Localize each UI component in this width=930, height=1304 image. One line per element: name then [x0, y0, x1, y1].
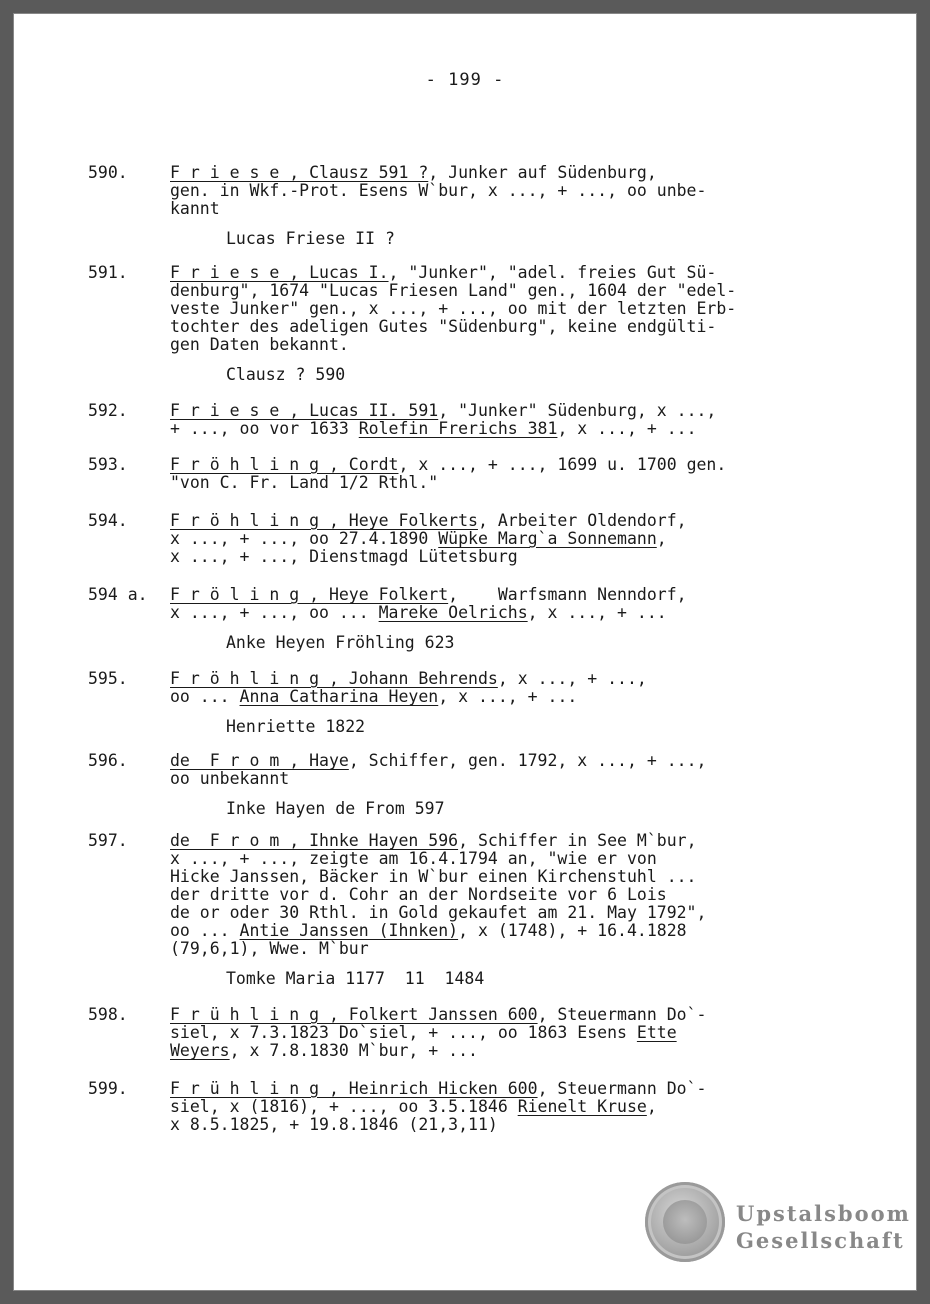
entry-segment: gen. in Wkf.-Prot. Esens W`bur, x ..., + ..., oo unbe- [170, 181, 707, 200]
entry-text [170, 832, 820, 988]
entry-segment: , Warfsmann Nenndorf, [448, 585, 687, 604]
entry-line [170, 752, 820, 770]
entry-segment: , x ..., + ... [527, 603, 667, 622]
entry-line [170, 336, 820, 354]
entry-line [170, 182, 820, 200]
entry-text [170, 670, 820, 736]
entry-segment: veste Junker" gen., x ..., + ..., oo mit der letzten Erb- [170, 299, 737, 318]
person-name: de F r o m , Haye [170, 751, 349, 770]
entry-line [170, 904, 820, 922]
entry-number: 595. [88, 669, 128, 688]
entry-line [170, 318, 820, 336]
person-name: F r ü h l i n g , Folkert Janssen 600 [170, 1005, 538, 1024]
entry-line [170, 1080, 820, 1098]
entry-line [170, 868, 820, 886]
logo-line-2: Gesellschaft [736, 1228, 905, 1253]
entry-segment: + ..., oo vor 1633 [170, 419, 359, 438]
entry-segment: x 8.5.1825, + 19.8.1846 (21,3,11) [170, 1115, 498, 1134]
entry-text [170, 752, 820, 818]
entry-segment: , Junker auf Südenburg, [428, 163, 657, 182]
entry-number: 594 a. [88, 585, 148, 604]
entry-line [170, 474, 820, 492]
spouse-name: Rienelt Kruse [517, 1097, 647, 1116]
entry-segment: Hicke Janssen, Bäcker in W`bur einen Kirchenstuhl ... [170, 867, 697, 886]
entry-line [170, 586, 820, 604]
child-reference: Anke Heyen Fröhling 623 [226, 633, 455, 652]
person-name: F r ö h l i n g , Heye Folkerts [170, 511, 478, 530]
person-name: F r ö l i n g , Heye Folkert [170, 585, 449, 604]
person-name: F r i e s e , Lucas II. 591 [170, 401, 439, 420]
entry-line [170, 850, 820, 868]
person-name: F r ö h l i n g , Cordt [170, 455, 399, 474]
entry-number: 593. [88, 455, 128, 474]
entry-text [170, 456, 820, 492]
child-reference: Inke Hayen de From 597 [226, 799, 445, 818]
entry-segment: , x (1748), + 16.4.1828 [458, 921, 687, 940]
page [14, 14, 916, 1290]
entry-segment: gen Daten bekannt. [170, 335, 349, 354]
entry-segment: x ..., + ..., zeigte am 16.4.1794 an, "wie er von [170, 849, 657, 868]
entry-line [170, 402, 820, 420]
page-number: - 199 - [425, 70, 505, 90]
entry-line [170, 200, 820, 218]
entry-segment: , [646, 1097, 657, 1116]
entry-line [170, 548, 820, 566]
entry-line [170, 770, 820, 788]
entry-line [170, 1006, 820, 1024]
entry-segment: siel, x 7.3.1823 Do`siel, + ..., oo 1863 Esens [170, 1023, 637, 1042]
entry-text [170, 1080, 820, 1134]
spouse-name: Mareke Oelrichs [378, 603, 528, 622]
entry-number: 592. [88, 401, 128, 420]
entry-segment: oo unbekannt [170, 769, 290, 788]
entry-line [170, 282, 820, 300]
entry-line [170, 1042, 820, 1060]
entry-text [170, 512, 820, 566]
entry-segment: , Schiffer, gen. 1792, x ..., + ..., [348, 751, 707, 770]
entry-line [170, 1024, 820, 1042]
entry-segment: , x ..., + ... [438, 687, 578, 706]
entry-number: 590. [88, 163, 128, 182]
entry-segment: , Steuermann Do`- [537, 1079, 707, 1098]
entry-segment: x ..., + ..., oo 27.4.1890 [170, 529, 439, 548]
entry-segment: tochter des adeligen Gutes "Südenburg", keine endgülti- [170, 317, 717, 336]
entry-line [170, 940, 820, 958]
entry-text [170, 1006, 820, 1060]
spouse-name: Anna Catharina Heyen [239, 687, 439, 706]
person-name: F r ü h l i n g , Heinrich Hicken 600 [170, 1079, 538, 1098]
entry-segment: , Steuermann Do`- [537, 1005, 707, 1024]
entry-segment: x ..., + ..., Dienstmagd Lütetsburg [170, 547, 518, 566]
entry-segment: , Schiffer in See M`bur, [458, 831, 697, 850]
entry-segment: kannt [170, 199, 220, 218]
entry-segment: , x ..., + ..., 1699 u. 1700 gen. [398, 455, 727, 474]
entry-number: 599. [88, 1079, 128, 1098]
entry-segment: oo ... [170, 921, 240, 940]
child-reference: Lucas Friese II ? [226, 229, 395, 248]
society-seal-icon [645, 1182, 725, 1262]
child-reference: Clausz ? 590 [226, 365, 346, 384]
entry-line [170, 420, 820, 438]
person-name: F r ö h l i n g , Johann Behrends [170, 669, 498, 688]
entry-segment: x ..., + ..., oo ... [170, 603, 379, 622]
person-name: F r i e s e , Clausz 591 ? [170, 163, 429, 182]
entry-segment: siel, x (1816), + ..., oo 3.5.1846 [170, 1097, 518, 1116]
logo-line-1: Upstalsboom [736, 1201, 911, 1226]
entry-line [170, 456, 820, 474]
entry-text [170, 402, 820, 438]
person-name: F r i e s e , Lucas I. [170, 263, 389, 282]
entry-segment: oo ... [170, 687, 240, 706]
entry-segment: , "Junker", "adel. freies Gut Sü- [388, 263, 717, 282]
entry-line [170, 264, 820, 282]
entry-text [170, 164, 820, 248]
entry-number: 591. [88, 263, 128, 282]
entry-line [170, 604, 820, 622]
seal-center [663, 1200, 707, 1244]
entry-number: 596. [88, 751, 128, 770]
entry-segment: de or oder 30 Rthl. in Gold gekaufet am 21. May 1792", [170, 903, 707, 922]
entry-segment: , x 7.8.1830 M`bur, + ... [229, 1041, 478, 1060]
society-logo-text [736, 1200, 911, 1254]
document-sheet [14, 14, 916, 1290]
entry-line [170, 1116, 820, 1134]
entry-text [170, 586, 820, 652]
spouse-name: Wüpke Marg`a Sonnemann [438, 529, 657, 548]
entry-line [170, 832, 820, 850]
entry-line [170, 670, 820, 688]
entry-line [170, 1098, 820, 1116]
entry-segment: , "Junker" Südenburg, x ..., [438, 401, 717, 420]
entry-line [170, 688, 820, 706]
entry-segment: , x ..., + ... [557, 419, 697, 438]
entry-segment: , [656, 529, 667, 548]
entry-text [170, 264, 820, 384]
child-reference: Tomke Maria 1177 11 1484 [226, 969, 485, 988]
entry-segment: "von C. Fr. Land 1/2 Rthl." [170, 473, 439, 492]
entry-segment: (79,6,1), Wwe. M`bur [170, 939, 369, 958]
entry-line [170, 300, 820, 318]
entry-line [170, 922, 820, 940]
entry-number: 597. [88, 831, 128, 850]
entry-number: 598. [88, 1005, 128, 1024]
spouse-name: Rolefin Frerichs 381 [358, 419, 558, 438]
entry-line [170, 886, 820, 904]
person-name: de F r o m , Ihnke Hayen 596 [170, 831, 459, 850]
entry-line [170, 530, 820, 548]
child-reference: Henriette 1822 [226, 717, 366, 736]
entry-number: 594. [88, 511, 128, 530]
entry-line [170, 512, 820, 530]
entry-segment: , Arbeiter Oldendorf, [477, 511, 687, 530]
entry-segment: der dritte vor d. Cohr an der Nordseite vor 6 Lois [170, 885, 667, 904]
spouse-name: Antie Janssen (Ihnken) [239, 921, 459, 940]
entry-segment: denburg", 1674 "Lucas Friesen Land" gen., 1604 der "edel- [170, 281, 737, 300]
entry-line [170, 164, 820, 182]
spouse-name: Weyers [170, 1041, 230, 1060]
entry-segment: , x ..., + ..., [497, 669, 647, 688]
spouse-name: Ette [636, 1023, 677, 1042]
